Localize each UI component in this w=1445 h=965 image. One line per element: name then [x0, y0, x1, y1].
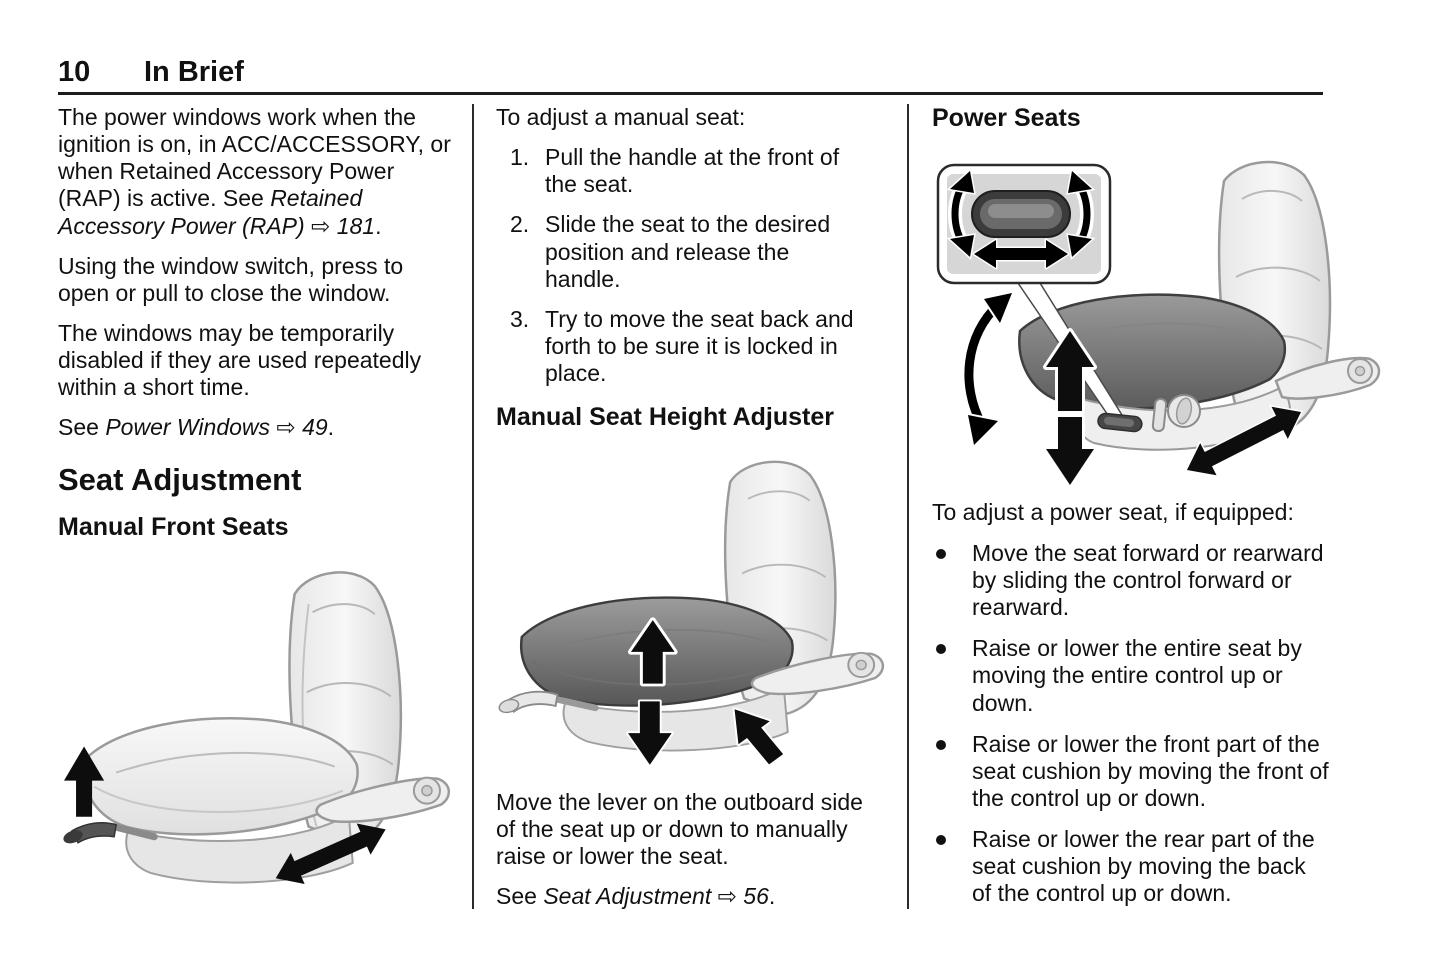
- cross-reference: Power Windows ⇨ 49: [105, 414, 328, 441]
- paragraph-lever: Move the lever on the outboard side of the seat up or down to manually raise or lower the seat.: [496, 788, 863, 870]
- heading-seat-adjustment: Seat Adjustment: [58, 462, 302, 498]
- column-3: [932, 104, 1392, 907]
- paragraph-text: See: [496, 883, 544, 910]
- bullet-icon: [936, 549, 946, 559]
- step-item: [510, 211, 888, 292]
- power-seat-illustration: [932, 159, 1392, 486]
- step-number: 3.: [510, 305, 530, 332]
- bullet-item: [936, 635, 1392, 716]
- step-text: Slide the seat to the desired position and release the handle.: [545, 211, 831, 292]
- page-header: [58, 56, 244, 89]
- step-item: [510, 306, 888, 387]
- power-seat-bullets: [932, 540, 1392, 908]
- paragraph-windows-disabled: The windows may be temporarily disabled if they are used repeatedly within a short time.: [58, 319, 422, 401]
- column-divider-left: [472, 104, 474, 909]
- step-number: 2.: [510, 211, 530, 238]
- seat-height-adjuster-illustration: [496, 454, 888, 776]
- column-divider-right: [907, 104, 909, 909]
- heading-manual-front-seats: Manual Front Seats: [58, 513, 289, 542]
- step-number: 1.: [510, 144, 530, 171]
- cross-reference: Seat Adjustment ⇨ 56: [543, 883, 769, 910]
- paragraph-text: .: [768, 883, 776, 910]
- manual-seat-steps: [496, 144, 888, 387]
- heading-power-seats: Power Seats: [932, 104, 1081, 132]
- cross-reference: Retained Accessory Power (RAP) ⇨ 181: [58, 185, 376, 239]
- section-title: In Brief: [144, 56, 244, 88]
- recline-switch: [1152, 398, 1166, 431]
- seat-side-view: [521, 462, 883, 751]
- column-2: [496, 104, 888, 923]
- power-control-inset: [938, 165, 1110, 283]
- bullet-icon: [936, 644, 946, 654]
- bullet-icon: [936, 835, 946, 845]
- paragraph-see-seat-adjustment: [496, 883, 888, 910]
- step-text: Try to move the seat back and forth to be sure it is locked in place.: [545, 305, 854, 386]
- bullet-icon: [936, 740, 946, 750]
- bullet-item: [936, 731, 1392, 812]
- paragraph-text: .: [327, 414, 335, 441]
- step-item: [510, 144, 888, 198]
- header-rule: [58, 92, 1323, 95]
- step-text: Pull the handle at the front of the seat.: [545, 144, 840, 198]
- paragraph-text: See: [58, 414, 106, 441]
- bullet-text: Raise or lower the front part of the seat cushion by moving the front of the control up or down.: [972, 730, 1329, 811]
- bullet-text: Raise or lower the entire seat by moving the entire control up or down.: [972, 635, 1302, 716]
- column-1: [58, 104, 460, 910]
- paragraph-text: The power windows work when the ignition is on, in ACC/ACCESSORY, or when Retained Accessory Power (RAP) is active. See: [58, 104, 451, 212]
- page-number: 10: [58, 56, 91, 88]
- paragraph-text: .: [375, 212, 382, 239]
- power-control-pill: [972, 191, 1070, 237]
- bullet-text: Raise or lower the rear part of the seat cushion by moving the back of the control up or down.: [972, 826, 1315, 907]
- bullet-item: [936, 540, 1392, 621]
- heading-manual-seat-height-adjuster: Manual Seat Height Adjuster: [496, 403, 835, 432]
- paragraph-power-windows: [58, 104, 460, 240]
- manual-seat-intro: To adjust a manual seat:: [496, 104, 746, 130]
- bullet-item: [936, 826, 1392, 907]
- paragraph-see-power-windows: [58, 414, 460, 441]
- cushion-tilt-arrow-icon: [968, 293, 1012, 445]
- bullet-text: Move the seat forward or rearward by sliding the control forward or rearward.: [972, 539, 1324, 621]
- manual-front-seat-illustration: [58, 564, 460, 910]
- paragraph-window-switch: Using the window switch, press to open or pull to close the window.: [58, 252, 404, 306]
- power-seat-intro: To adjust a power seat, if equipped:: [932, 498, 1294, 525]
